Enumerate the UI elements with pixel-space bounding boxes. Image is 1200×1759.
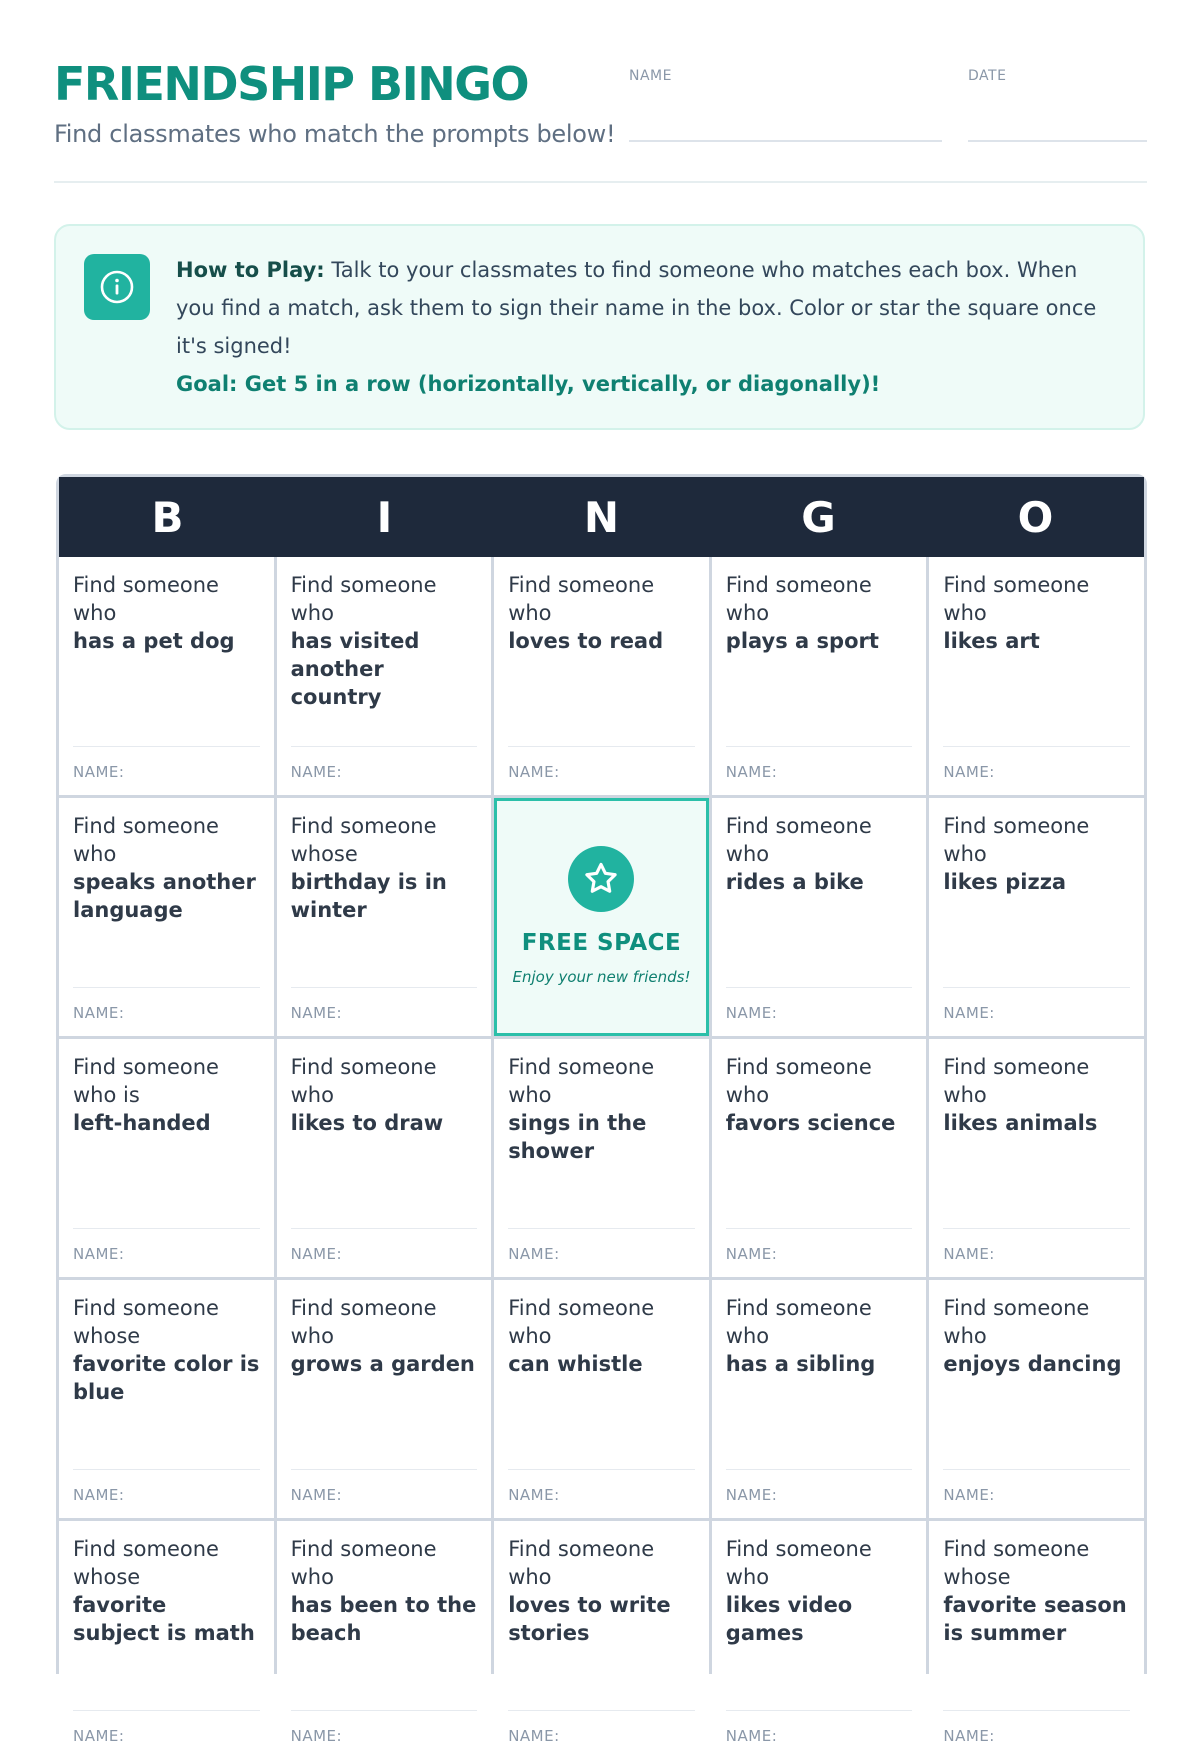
cell-lead-text: Find someone who xyxy=(508,1055,655,1107)
bingo-cell[interactable] xyxy=(277,798,492,1036)
cell-lead-text: Find someone who xyxy=(290,1055,437,1107)
signature-line xyxy=(508,1228,695,1229)
signature-line xyxy=(943,746,1130,747)
name-field-label: NAME xyxy=(629,68,672,84)
date-field[interactable] xyxy=(968,140,1147,142)
signature-label: NAME: xyxy=(725,1245,778,1263)
bingo-cell[interactable] xyxy=(494,1521,709,1759)
cell-prompt: favors science xyxy=(725,1111,896,1135)
signature-label: NAME: xyxy=(73,1727,125,1745)
name-field[interactable] xyxy=(629,140,942,142)
cell-lead-text: Find someone who xyxy=(73,814,219,866)
signature-line xyxy=(726,987,913,988)
signature-line xyxy=(726,746,913,747)
signature-label: NAME: xyxy=(508,763,560,781)
signature-label: NAME: xyxy=(943,1245,995,1263)
signature-line xyxy=(726,1710,913,1711)
signature-line xyxy=(291,1469,478,1470)
cell-prompt: left-handed xyxy=(73,1111,211,1135)
star-icon xyxy=(568,846,634,912)
signature-label: NAME: xyxy=(943,1486,995,1504)
bingo-letter-g: G xyxy=(801,492,836,542)
cell-lead-text: Find someone who xyxy=(943,814,1090,866)
goal-text: Goal: Get 5 in a row (horizontally, vertically, or diagonally)! xyxy=(176,372,881,396)
signature-line xyxy=(291,987,478,988)
signature-line xyxy=(943,1469,1130,1470)
how-to-play-text xyxy=(176,251,1116,403)
bingo-cell[interactable] xyxy=(712,1521,927,1759)
bingo-cell[interactable] xyxy=(712,1280,927,1518)
free-space-title: FREE SPACE xyxy=(521,930,682,956)
bingo-cell[interactable] xyxy=(929,1280,1144,1518)
signature-label: NAME: xyxy=(290,1727,343,1745)
signature-line xyxy=(73,1228,260,1229)
signature-label: NAME: xyxy=(943,763,995,781)
cell-prompt: loves to write stories xyxy=(508,1593,671,1645)
info-icon xyxy=(84,254,150,320)
bingo-cell[interactable] xyxy=(929,1521,1144,1759)
cell-prompt: favorite season is summer xyxy=(943,1593,1127,1645)
how-to-play-box xyxy=(54,224,1145,430)
cell-lead-text: Find someone whose xyxy=(73,1537,219,1589)
signature-line xyxy=(726,1469,913,1470)
free-space-cell[interactable] xyxy=(494,798,709,1036)
signature-label: NAME: xyxy=(508,1486,560,1504)
date-field-label: DATE xyxy=(968,68,1007,84)
bingo-cell[interactable] xyxy=(277,1521,492,1759)
cell-lead-text: Find someone who xyxy=(725,1055,872,1107)
signature-line xyxy=(508,1469,695,1470)
cell-lead-text: Find someone who xyxy=(290,1296,437,1348)
cell-prompt: has been to the beach xyxy=(290,1593,477,1645)
cell-lead-text: Find someone who xyxy=(725,1296,872,1348)
cell-prompt: enjoys dancing xyxy=(943,1352,1122,1376)
bingo-letter-b: B xyxy=(151,492,184,542)
cell-lead-text: Find someone who xyxy=(943,1055,1090,1107)
bingo-board xyxy=(56,474,1147,1745)
signature-label: NAME: xyxy=(73,1245,125,1263)
page-title: FRIENDSHIP BINGO xyxy=(54,57,529,111)
cell-lead-text: Find someone who xyxy=(508,1537,655,1589)
cell-prompt: speaks another language xyxy=(73,870,256,922)
how-to-play-body: Talk to your classmates to find someone who matches each box. When you find a match, ask them to sign their name in the box. Color or star the square once it's signed! xyxy=(176,258,1097,358)
signature-label: NAME: xyxy=(290,763,343,781)
signature-label: NAME: xyxy=(508,1727,560,1745)
signature-label: NAME: xyxy=(725,1486,778,1504)
cell-lead-text: Find someone who xyxy=(290,1537,437,1589)
header-divider xyxy=(54,181,1147,183)
cell-prompt: grows a garden xyxy=(290,1352,475,1376)
signature-label: NAME: xyxy=(508,1245,560,1263)
cell-lead-text: Find someone who xyxy=(508,1296,655,1348)
cell-lead-text: Find someone who xyxy=(725,573,872,625)
signature-line xyxy=(291,746,478,747)
signature-label: NAME: xyxy=(725,1727,778,1745)
bingo-header-row xyxy=(59,477,1144,557)
cell-prompt: likes to draw xyxy=(290,1111,444,1135)
signature-line xyxy=(73,1710,260,1711)
signature-line xyxy=(73,746,260,747)
signature-line xyxy=(508,1710,695,1711)
signature-label: NAME: xyxy=(725,763,778,781)
cell-prompt: birthday is in winter xyxy=(290,870,447,922)
cell-prompt: likes art xyxy=(943,629,1040,653)
cell-prompt: has visited another country xyxy=(290,629,420,709)
signature-line xyxy=(726,1228,913,1229)
bingo-cell[interactable] xyxy=(59,1039,274,1277)
signature-label: NAME: xyxy=(73,1486,125,1504)
signature-label: NAME: xyxy=(290,1245,343,1263)
bingo-cell[interactable] xyxy=(929,557,1144,795)
cell-lead-text: Find someone who xyxy=(73,573,219,625)
signature-label: NAME: xyxy=(290,1486,343,1504)
cell-prompt: has a pet dog xyxy=(73,629,235,653)
signature-line xyxy=(291,1710,478,1711)
bingo-cell[interactable] xyxy=(494,557,709,795)
bingo-cell[interactable] xyxy=(494,1039,709,1277)
bingo-grid xyxy=(59,557,1144,1759)
cell-lead-text: Find someone who xyxy=(508,573,655,625)
signature-label: NAME: xyxy=(73,763,125,781)
signature-line xyxy=(943,1710,1130,1711)
signature-line xyxy=(291,1228,478,1229)
cell-lead-text: Find someone whose xyxy=(73,1296,219,1348)
cell-prompt: likes video games xyxy=(725,1593,853,1645)
bingo-cell[interactable] xyxy=(277,1039,492,1277)
cell-lead-text: Find someone whose xyxy=(290,814,437,866)
page-subtitle: Find classmates who match the prompts below! xyxy=(54,120,616,148)
cell-prompt: rides a bike xyxy=(725,870,864,894)
cell-prompt: sings in the shower xyxy=(508,1111,647,1163)
cell-prompt: favorite color is blue xyxy=(73,1352,260,1404)
cell-lead-text: Find someone who xyxy=(943,573,1090,625)
bingo-cell[interactable] xyxy=(59,1280,274,1518)
bingo-cell[interactable] xyxy=(712,798,927,1036)
bingo-cell[interactable] xyxy=(929,1039,1144,1277)
bingo-letter-o: O xyxy=(1017,492,1054,542)
cell-prompt: likes pizza xyxy=(943,870,1067,894)
cell-prompt: can whistle xyxy=(508,1352,643,1376)
bingo-cell[interactable] xyxy=(277,1280,492,1518)
signature-line xyxy=(943,1228,1130,1229)
signature-label: NAME: xyxy=(725,1004,778,1022)
cell-prompt: likes animals xyxy=(943,1111,1098,1135)
cell-lead-text: Find someone who xyxy=(943,1296,1090,1348)
signature-label: NAME: xyxy=(943,1727,995,1745)
cell-lead-text: Find someone whose xyxy=(943,1537,1090,1589)
cell-lead-text: Find someone who xyxy=(725,1537,872,1589)
bingo-cell[interactable] xyxy=(277,557,492,795)
cell-lead-text: Find someone who xyxy=(290,573,437,625)
cell-prompt: loves to read xyxy=(508,629,664,653)
bingo-cell[interactable] xyxy=(59,798,274,1036)
bingo-cell[interactable] xyxy=(59,1521,274,1759)
bingo-cell[interactable] xyxy=(712,1039,927,1277)
cell-prompt: has a sibling xyxy=(725,1352,876,1376)
signature-line xyxy=(943,987,1130,988)
bingo-letter-n: N xyxy=(583,492,620,542)
bingo-cell[interactable] xyxy=(59,557,274,795)
signature-label: NAME: xyxy=(73,1004,125,1022)
cell-lead-text: Find someone who is xyxy=(73,1055,219,1107)
bingo-cell[interactable] xyxy=(929,798,1144,1036)
how-to-play-lead: How to Play: xyxy=(176,258,325,282)
signature-line xyxy=(73,1469,260,1470)
signature-label: NAME: xyxy=(943,1004,995,1022)
bingo-cell[interactable] xyxy=(494,1280,709,1518)
signature-label: NAME: xyxy=(290,1004,343,1022)
cell-prompt: plays a sport xyxy=(725,629,879,653)
signature-line xyxy=(508,746,695,747)
cell-lead-text: Find someone who xyxy=(725,814,872,866)
bingo-cell[interactable] xyxy=(712,557,927,795)
signature-line xyxy=(73,987,260,988)
free-space-subtitle: Enjoy your new friends! xyxy=(512,968,691,986)
bingo-letter-i: I xyxy=(376,492,393,542)
cell-prompt: favorite subject is math xyxy=(73,1593,255,1645)
